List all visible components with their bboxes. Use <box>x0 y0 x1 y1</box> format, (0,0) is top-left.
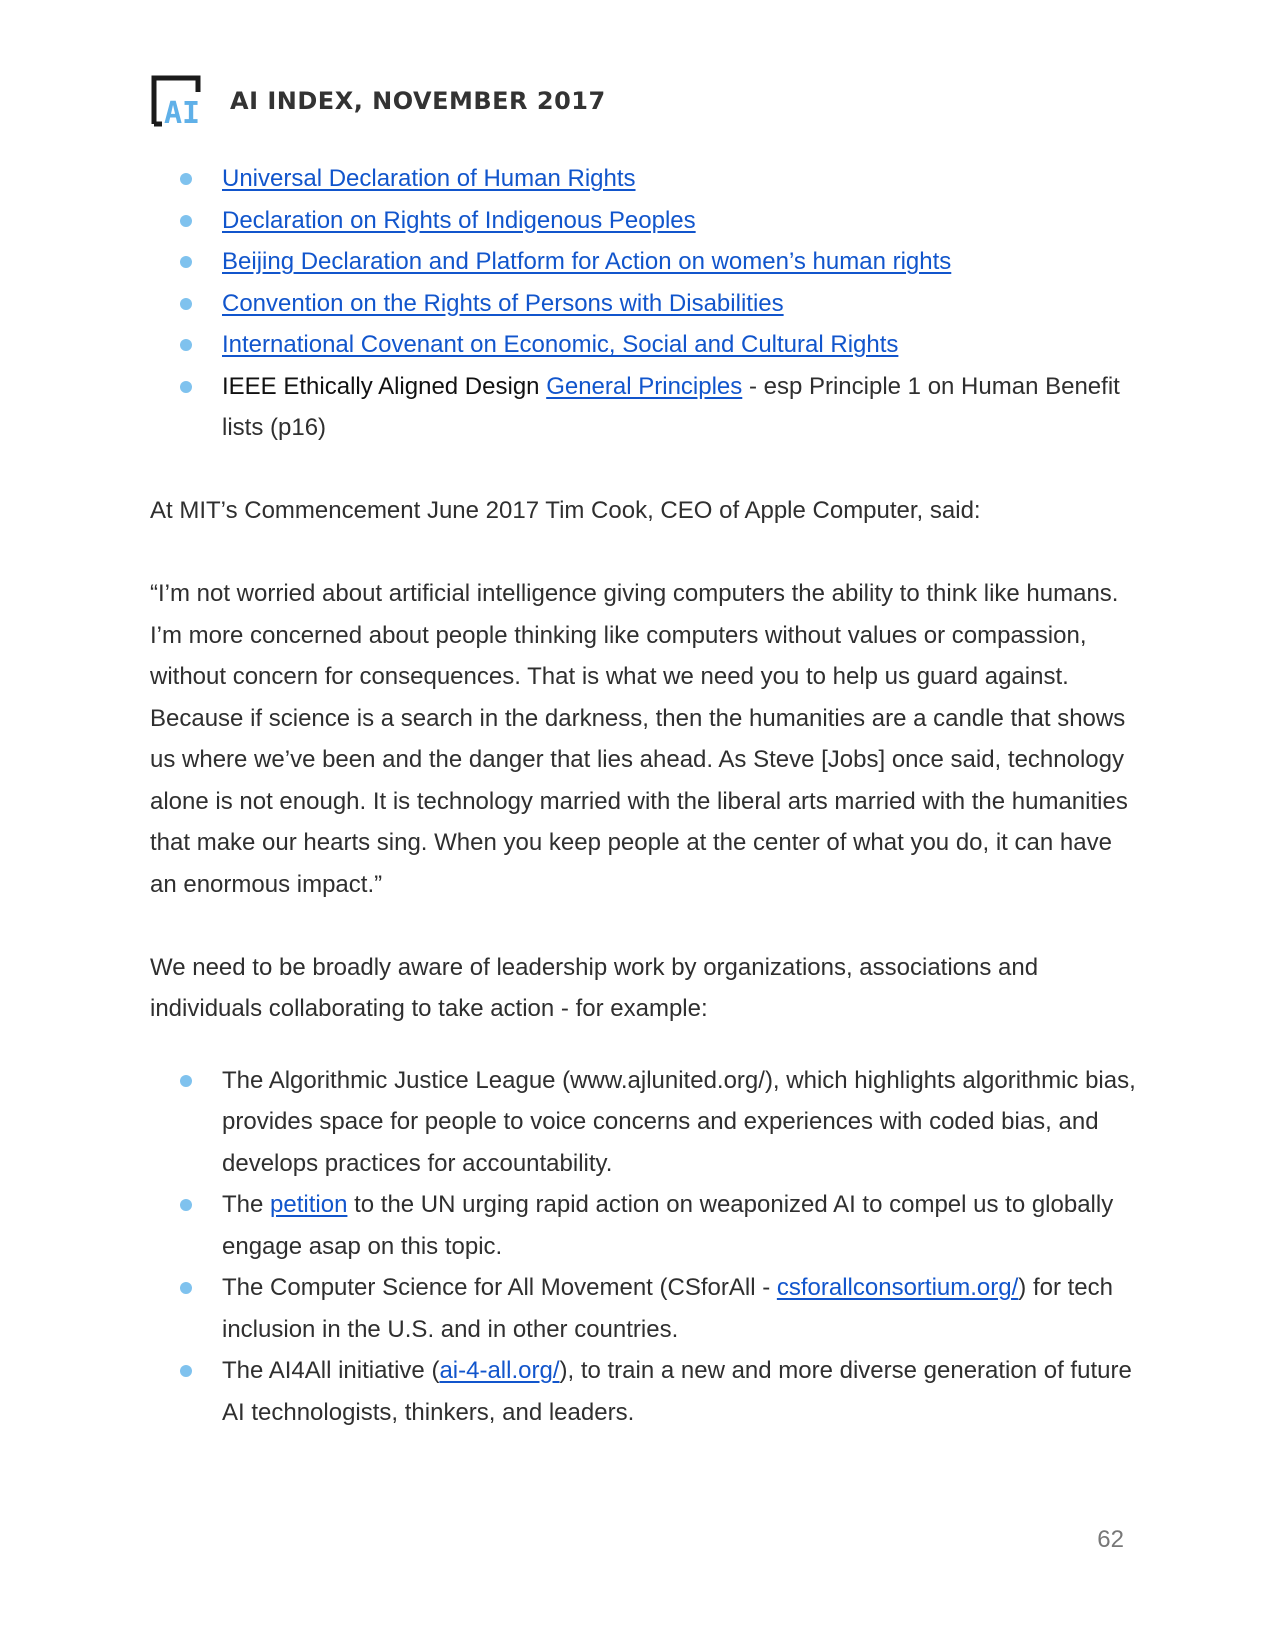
csforall-prefix: The Computer Science for All Movement (CSforAll - <box>222 1274 777 1301</box>
link-csforall[interactable]: csforallconsortium.org/ <box>776 1274 1019 1301</box>
bullet-icon <box>180 1365 192 1377</box>
bullet-icon <box>180 381 192 393</box>
intro-paragraph: At MIT’s Commencement June 2017 Tim Cook, CEO of Apple Computer, said: <box>150 497 981 524</box>
ai4all-suffix: ), to train a new and more diverse generation of future AI technologists, thinkers, and leaders. <box>222 1357 1132 1426</box>
bullet-icon <box>180 339 192 351</box>
list-item <box>150 1060 1140 1185</box>
header-title: AI INDEX, NOVEMBER 2017 <box>230 87 606 115</box>
link-ai4all[interactable]: ai-4-all.org/ <box>439 1357 560 1384</box>
petition-prefix: The <box>222 1191 271 1218</box>
page-content <box>150 158 1140 1433</box>
page-header <box>150 72 606 128</box>
link-general-principles[interactable]: General Principles <box>546 372 743 400</box>
list-item <box>150 283 1140 325</box>
bullet-icon <box>180 1282 192 1294</box>
ai-index-logo-icon <box>150 72 206 128</box>
link-udhr[interactable]: Universal Declaration of Human Rights <box>222 165 636 192</box>
ieee-prefix: IEEE Ethically Aligned Design <box>222 372 547 400</box>
link-beijing-declaration[interactable]: Beijing Declaration and Platform for Action on women’s human rights <box>222 248 952 275</box>
list-item <box>150 324 1140 366</box>
page-number: 62 <box>1097 1526 1124 1553</box>
examples-list <box>150 1060 1140 1434</box>
list-item <box>150 1184 1140 1267</box>
csforall-suffix: ) for tech inclusion in the U.S. and in other countries. <box>222 1274 1113 1343</box>
ieee-suffix: - esp Principle 1 on Human Benefit lists (p16) <box>222 372 1120 441</box>
list-item <box>150 241 1140 283</box>
list-item <box>150 366 1140 449</box>
list-item <box>150 200 1140 242</box>
rights-list <box>150 158 1140 449</box>
bullet-icon <box>180 1075 192 1087</box>
list-item <box>150 1350 1140 1433</box>
link-disabilities-convention[interactable]: Convention on the Rights of Persons with Disabilities <box>222 289 784 317</box>
link-covenant[interactable]: International Covenant on Economic, Social and Cultural Rights <box>222 331 899 358</box>
logo-text: AI <box>164 96 201 128</box>
link-indigenous-peoples[interactable]: Declaration on Rights of Indigenous Peoples <box>222 206 696 234</box>
bullet-icon <box>180 173 192 185</box>
petition-suffix: to the UN urging rapid action on weaponized AI to compel us to globally engage asap on this topic. <box>222 1191 1114 1260</box>
bullet-icon <box>180 215 192 227</box>
bullet-icon <box>180 298 192 310</box>
list-item <box>150 1267 1140 1350</box>
ajl-text: The Algorithmic Justice League (www.ajlunited.org/), which highlights algorithmic bias, provides space for people to voice concerns and experiences with coded bias, and develops practices for accountability. <box>222 1066 1136 1177</box>
tim-cook-quote: “I’m not worried about artificial intelligence giving computers the ability to think like humans. I’m more concerned about people thinking like computers without values or compassion, without concern for consequences. That is what we need you to help us guard against. Because if science is a search in the darkness, then the humanities are a candle that shows us where we’ve been and the danger that lies ahead. As Steve [Jobs] once said, technology alone is not enough. It is technology married with the liberal arts married with the humanities that make our hearts sing. When you keep people at the center of what you do, it can have an enormous impact.” <box>150 580 1128 898</box>
list-item <box>150 158 1140 200</box>
bullet-icon <box>180 1199 192 1211</box>
leadership-paragraph: We need to be broadly aware of leadership work by organizations, associations and individuals collaborating to take action - for example: <box>150 953 1039 1022</box>
bullet-icon <box>180 256 192 268</box>
link-petition[interactable]: petition <box>270 1191 348 1218</box>
ai4all-prefix: The AI4All initiative ( <box>222 1357 440 1384</box>
